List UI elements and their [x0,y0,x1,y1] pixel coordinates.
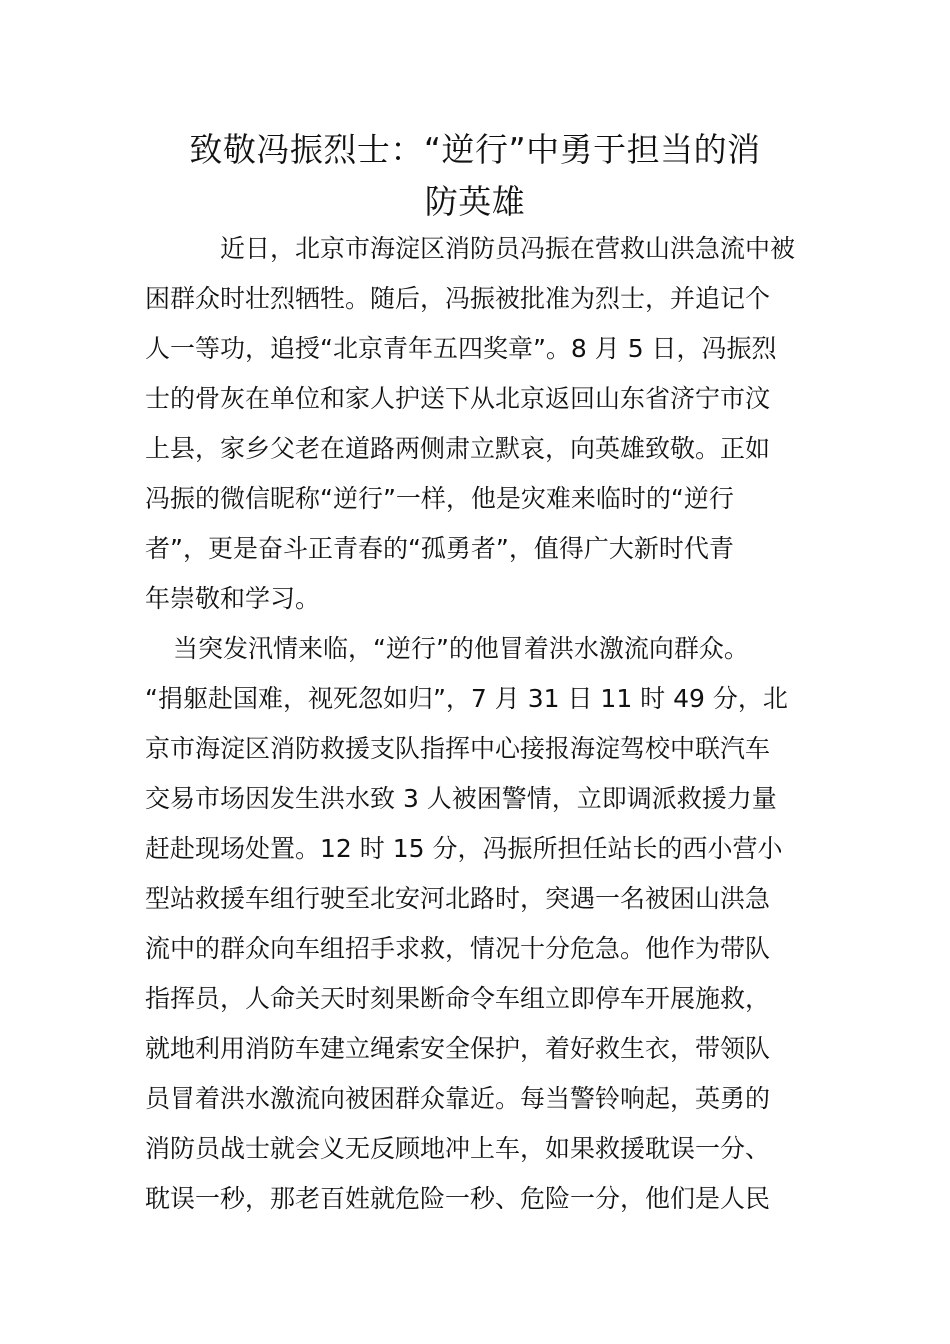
paragraph-1-line: 冯振的微信昵称“逆行”一样，他是灾难来临时的“逆行 [145,484,734,513]
paragraph-2-line: 赶赴现场处置。12 时 15 分，冯振所担任站长的西小营小 [145,834,783,863]
document-title-line-1: 致敬冯振烈士：“逆行”中勇于担当的消 [189,130,761,169]
paragraph-2-line: 京市海淀区消防救援支队指挥中心接报海淀驾校中联汽车 [145,734,771,763]
paragraph-1-line: 者”，更是奋斗正青春的“孤勇者”，值得广大新时代青 [145,534,734,563]
document-title-line-2: 防英雄 [424,182,526,221]
paragraph-2-line: 消防员战士就会义无反顾地冲上车，如果救援耽误一分、 [145,1134,771,1163]
paragraph-2-line: 当突发汛情来临，“逆行”的他冒着洪水激流向群众。 [173,634,749,663]
paragraph-2-line: 流中的群众向车组招手求救，情况十分危急。他作为带队 [145,934,771,963]
paragraph-2 [145,624,820,1224]
paragraph-2-line: “捐躯赴国难，视死忽如归”，7 月 31 日 11 时 49 分，北 [145,684,788,713]
paragraph-1-line: 年崇敬和学习。 [145,584,321,613]
paragraph-1-line: 人一等功，追授“北京青年五四奖章”。8 月 5 日，冯振烈 [145,334,777,363]
paragraph-1-line: 上县，家乡父老在道路两侧肃立默哀，向英雄致敬。正如 [145,434,771,463]
paragraph-2-line: 交易市场因发生洪水致 3 人被困警情，立即调派救援力量 [145,784,777,813]
paragraph-2-line: 员冒着洪水激流向被困群众靠近。每当警铃响起，英勇的 [145,1084,771,1113]
paragraph-1-line: 近日，北京市海淀区消防员冯振在营救山洪急流中被 [220,234,796,263]
paragraph-1 [145,224,820,624]
paragraph-2-line: 指挥员，人命关天时刻果断命令车组立即停车开展施救， [145,984,771,1013]
paragraph-1-line: 困群众时壮烈牺牲。随后，冯振被批准为烈士，并追记个 [145,284,771,313]
paragraph-2-line: 耽误一秒，那老百姓就危险一秒、危险一分，他们是人民 [145,1184,771,1213]
paragraph-1-line: 士的骨灰在单位和家人护送下从北京返回山东省济宁市汶 [145,384,771,413]
paragraph-2-line: 就地利用消防车建立绳索安全保护，着好救生衣，带领队 [145,1034,771,1063]
paragraph-2-line: 型站救援车组行驶至北安河北路时，突遇一名被困山洪急 [145,884,771,913]
